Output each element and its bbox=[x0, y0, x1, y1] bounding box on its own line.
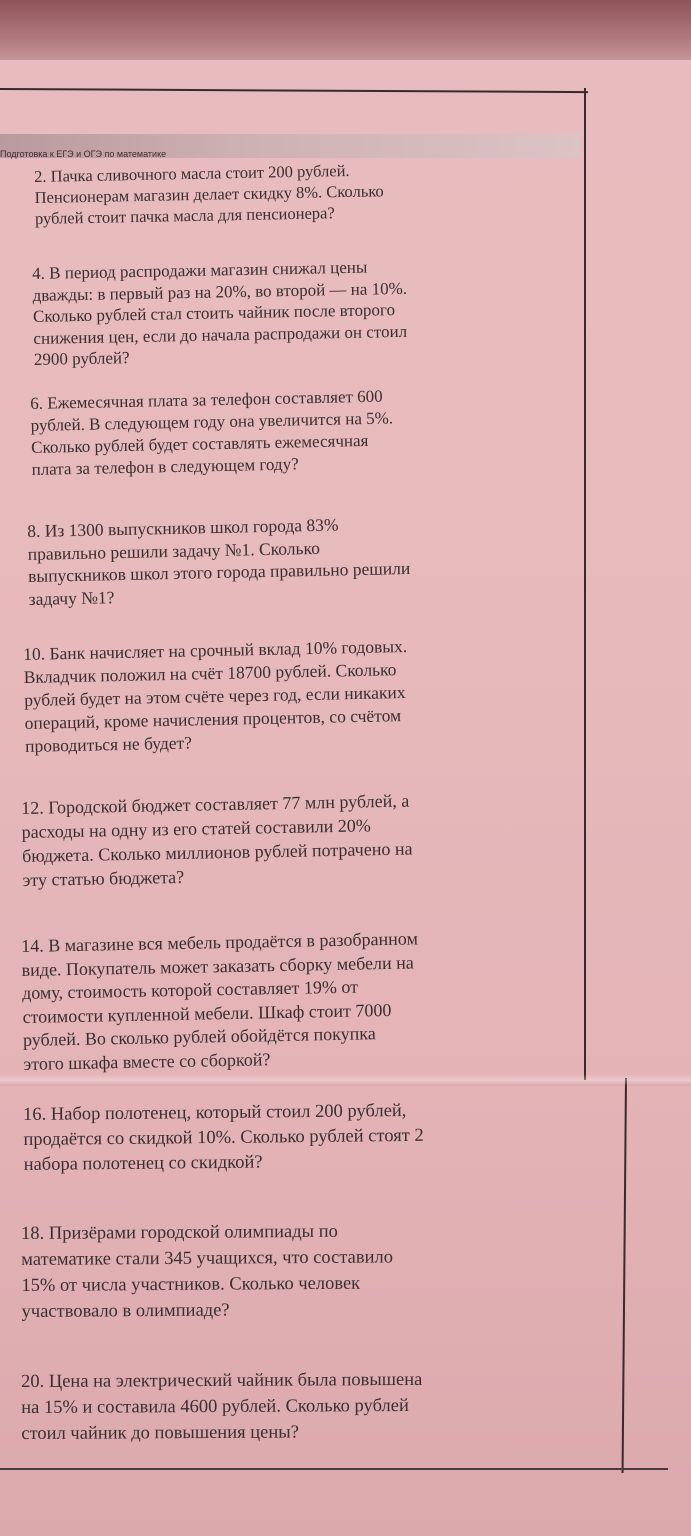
problem-10: 10. Банк начисляет на срочный вклад 10% годовых. Вкладчик положил на счёт 18700 рублей. Сколько рублей будет на этом счёте через год, если никаких операций, кроме начисления процентов, со счётом проводиться не будет? bbox=[23, 635, 408, 756]
problem-20: 20. Цена на электрический чайник была повышена на 15% и составила 4600 рублей. Сколько рублей стоил чайник до повышения цены? bbox=[21, 1369, 423, 1444]
document-header: Подготовка к ЕГЭ и ОГЭ по математике bbox=[0, 149, 167, 159]
problem-2: 2. Пачка сливочного масла стоит 200 рублей. Пенсионерам магазин делает скидку 8%. Сколько рублей стоит пачка масла для пенсионера? bbox=[34, 160, 384, 228]
frame-bottom-line bbox=[0, 1468, 668, 1470]
paper-fold bbox=[0, 1074, 691, 1086]
problem-14: 14. В магазине вся мебель продаётся в разобранном виде. Покупатель может заказать сборку мебели на дому, стоимость которой составляет 19% от стоимости купленной мебели. Шкаф стоит 7000 рублей. Во сколько рублей обойдётся покупка этого шкафа вместе со сборкой? bbox=[21, 928, 419, 1074]
problem-12: 12. Городской бюджет составляет 77 млн рублей, а расходы на одну из его статей составили 20% бюджета. Сколько миллионов рублей потрачено на эту статью бюджета? bbox=[21, 790, 413, 890]
problem-6: 6. Ежемесячная плата за телефон составляет 600 рублей. В следующем году она увеличится на 5%. Сколько рублей будет составлять ежемесячная плата за телефон в следующем году? bbox=[30, 386, 394, 479]
problem-18: 18. Призёрами городской олимпиады по математике стали 345 учащихся, что составило 15% от числа участников. Сколько человек участвовало в олимпиаде? bbox=[21, 1221, 394, 1322]
frame-right-line bbox=[584, 88, 586, 1080]
problem-4: 4. В период распродажи магазин снижал цены дважды: в первый раз на 20%, во второй — на 10%. Сколько рублей стал стоить чайник после второго снижения цен, если до начала распродажи он стоил 2900 рублей? bbox=[32, 257, 408, 369]
problem-8: 8. Из 1300 выпускников школ города 83% правильно решили задачу №1. Сколько выпускников школ этого города правильно решили задачу №1? bbox=[27, 514, 411, 609]
problem-16: 16. Набор полотенец, который стоил 200 рублей, продаётся со скидкой 10%. Сколько рублей стоят 2 набора полотенец со скидкой? bbox=[23, 1100, 424, 1175]
